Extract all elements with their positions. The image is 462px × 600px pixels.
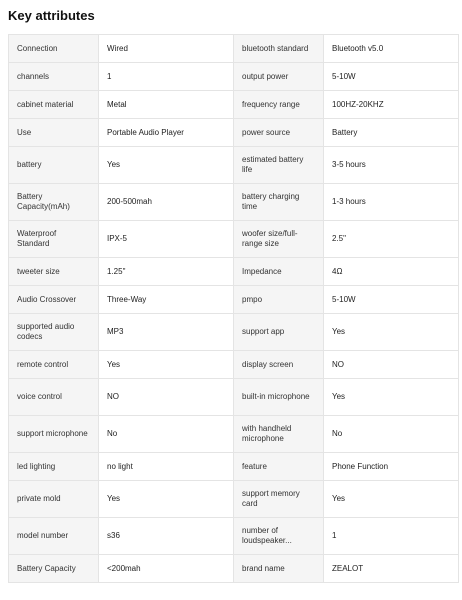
table-row [9, 119, 459, 147]
attribute-value: MP3 [99, 314, 234, 351]
attribute-key: estimated battery life [234, 147, 324, 184]
attribute-key: remote control [9, 351, 99, 379]
attribute-key: Audio Crossover [9, 286, 99, 314]
attribute-value: IPX-5 [99, 221, 234, 258]
attribute-key: voice control [9, 379, 99, 416]
attribute-value: 1-3 hours [324, 184, 459, 221]
table-row [9, 481, 459, 518]
attribute-value: 1 [99, 63, 234, 91]
attribute-key: woofer size/full-range size [234, 221, 324, 258]
attribute-key: tweeter size [9, 258, 99, 286]
table-row [9, 184, 459, 221]
attribute-value: Phone Function [324, 453, 459, 481]
attribute-value: NO [99, 379, 234, 416]
table-row [9, 379, 459, 416]
attribute-value: Yes [99, 147, 234, 184]
table-row [9, 147, 459, 184]
attributes-table [8, 34, 459, 583]
attribute-value: Battery [324, 119, 459, 147]
attribute-key: private mold [9, 481, 99, 518]
attribute-value: NO [324, 351, 459, 379]
attribute-value: ZEALOT [324, 555, 459, 583]
attribute-value: no light [99, 453, 234, 481]
attribute-key: led lighting [9, 453, 99, 481]
attribute-key: battery charging time [234, 184, 324, 221]
attribute-value: Wired [99, 35, 234, 63]
attribute-key: output power [234, 63, 324, 91]
attribute-value: 5-10W [324, 286, 459, 314]
attribute-key: Connection [9, 35, 99, 63]
table-row [9, 416, 459, 453]
attribute-key: Battery Capacity [9, 555, 99, 583]
table-row [9, 555, 459, 583]
attribute-key: support microphone [9, 416, 99, 453]
attribute-value: <200mah [99, 555, 234, 583]
attribute-value: No [324, 416, 459, 453]
table-row [9, 91, 459, 119]
attribute-key: channels [9, 63, 99, 91]
attribute-key: with handheld microphone [234, 416, 324, 453]
section-title: Key attributes [8, 8, 95, 23]
attribute-value: Yes [99, 351, 234, 379]
attribute-value: No [99, 416, 234, 453]
attribute-key: battery [9, 147, 99, 184]
attribute-key: feature [234, 453, 324, 481]
attribute-key: bluetooth standard [234, 35, 324, 63]
attribute-value: Yes [324, 379, 459, 416]
attribute-key: frequency range [234, 91, 324, 119]
attribute-key: Waterproof Standard [9, 221, 99, 258]
attribute-value: Yes [324, 314, 459, 351]
attribute-value: Bluetooth v5.0 [324, 35, 459, 63]
attribute-value: Three-Way [99, 286, 234, 314]
attribute-key: supported audio codecs [9, 314, 99, 351]
attribute-key: brand name [234, 555, 324, 583]
attribute-value: Yes [324, 481, 459, 518]
attribute-key: Impedance [234, 258, 324, 286]
attribute-key: power source [234, 119, 324, 147]
attribute-value: 1 [324, 518, 459, 555]
attribute-value: Yes [99, 481, 234, 518]
attribute-key: support app [234, 314, 324, 351]
attribute-key: Use [9, 119, 99, 147]
attribute-key: support memory card [234, 481, 324, 518]
attribute-value: Metal [99, 91, 234, 119]
attribute-key: model number [9, 518, 99, 555]
attribute-value: 100HZ-20KHZ [324, 91, 459, 119]
attribute-value: 2.5" [324, 221, 459, 258]
table-row [9, 63, 459, 91]
attribute-key: number of loudspeaker... [234, 518, 324, 555]
attribute-value: Portable Audio Player [99, 119, 234, 147]
table-row [9, 258, 459, 286]
attribute-value: 3-5 hours [324, 147, 459, 184]
attribute-key: display screen [234, 351, 324, 379]
table-row [9, 351, 459, 379]
attribute-value: 200-500mah [99, 184, 234, 221]
table-row [9, 518, 459, 555]
attribute-value: s36 [99, 518, 234, 555]
table-row [9, 221, 459, 258]
attribute-key: cabinet material [9, 91, 99, 119]
attribute-value: 5-10W [324, 63, 459, 91]
table-row [9, 286, 459, 314]
attribute-key: pmpo [234, 286, 324, 314]
table-row [9, 35, 459, 63]
attribute-value: 1.25" [99, 258, 234, 286]
table-row [9, 314, 459, 351]
attribute-value: 4Ω [324, 258, 459, 286]
attribute-key: Battery Capacity(mAh) [9, 184, 99, 221]
table-row [9, 453, 459, 481]
attribute-key: built-in microphone [234, 379, 324, 416]
